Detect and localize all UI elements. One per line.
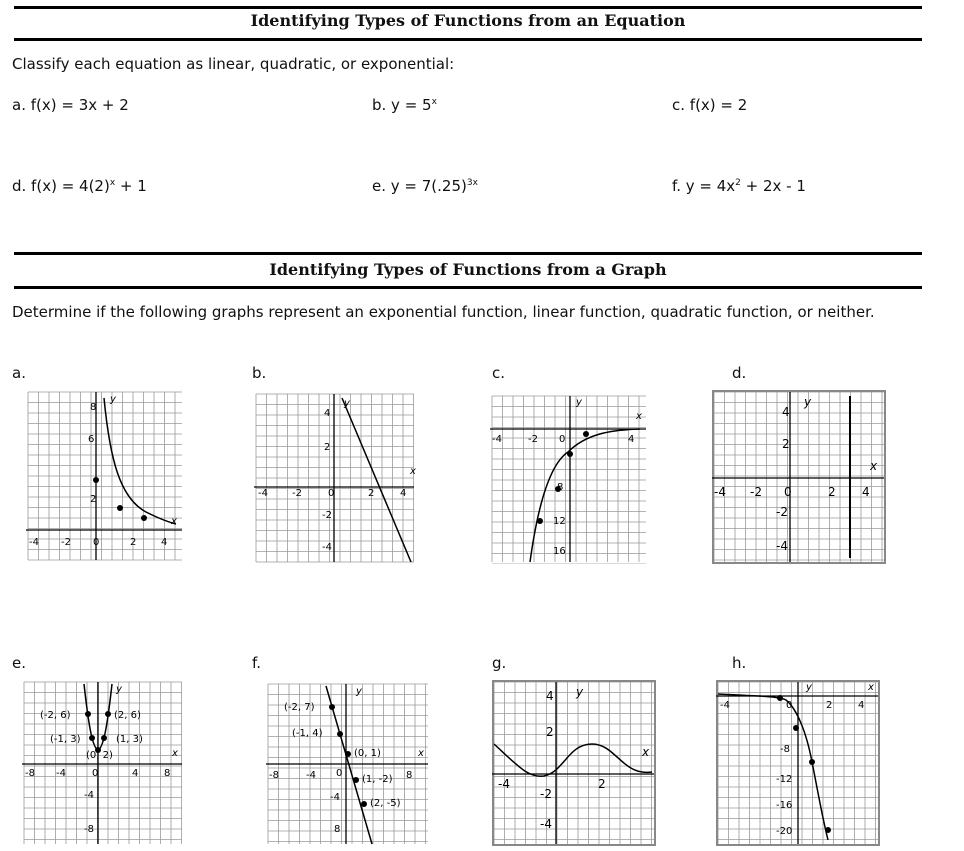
- tick-label: 16: [553, 546, 566, 557]
- tick-label: 2: [826, 700, 833, 711]
- tick-label: -4: [498, 777, 510, 791]
- tick-label: -2: [528, 434, 538, 445]
- point-label: (-2, 6): [40, 710, 71, 721]
- tick-label: 4: [161, 537, 168, 548]
- graph-a: [26, 390, 184, 562]
- tick-label: 2: [782, 437, 790, 451]
- section2-instruction: Determine if the following graphs represent an exponential function, linear function, quadratic function, or neither.: [12, 303, 875, 321]
- tick-label: 2: [324, 442, 331, 453]
- grid-lines: [494, 682, 654, 844]
- graph-label-c: c.: [492, 364, 506, 382]
- tick-label: -8: [25, 768, 35, 779]
- y-axis-label: y: [356, 686, 362, 697]
- x-axis-label: x: [171, 516, 177, 527]
- tick-label: -4: [306, 770, 316, 781]
- graph-c: [490, 394, 648, 564]
- x-axis-label: x: [868, 682, 874, 693]
- tick-label: 2: [598, 777, 606, 791]
- y-axis-label: y: [806, 682, 812, 693]
- tick-label: 0: [92, 768, 99, 779]
- tick-label: 8: [334, 824, 341, 835]
- point-label: (1, 3): [116, 734, 143, 745]
- point-label: (-2, 7): [284, 702, 315, 713]
- y-axis-label: y: [344, 398, 350, 409]
- graph-h-curve: [718, 694, 828, 840]
- graph-label-e: e.: [12, 654, 26, 672]
- section1-title: Identifying Types of Functions from an Equation: [250, 11, 686, 30]
- section1-rule: [14, 38, 922, 41]
- tick-label: -4: [258, 488, 268, 499]
- graph-label-h: h.: [732, 654, 747, 672]
- point-label: (0, 2): [86, 750, 113, 761]
- tick-label: 2: [90, 494, 97, 505]
- tick-label: 4: [862, 485, 870, 499]
- tick-label: 2: [130, 537, 137, 548]
- grid-lines: [256, 394, 414, 562]
- graph-f: [266, 682, 430, 846]
- tick-label: 8: [164, 768, 171, 779]
- graph-label-g: g.: [492, 654, 507, 672]
- tick-label: 2: [546, 725, 554, 739]
- equation-d: d. $f(x) = 4(2)^x + 1$: [12, 177, 147, 195]
- point-label: (-1, 4): [292, 728, 323, 739]
- graph-e: [22, 680, 184, 846]
- tick-label: -2: [750, 485, 762, 499]
- grid-lines: [714, 392, 884, 562]
- tick-label: -4: [540, 817, 552, 831]
- y-axis-label: y: [110, 394, 116, 405]
- tick-label: 4: [858, 700, 865, 711]
- point-label: (2, 6): [114, 710, 141, 721]
- equation-f: f. $y = 4x^2 + 2x - 1$: [672, 177, 806, 195]
- tick-label: -4: [720, 700, 730, 711]
- section2-rule: [14, 286, 922, 289]
- tick-label: 4: [324, 408, 331, 419]
- tick-label: 2: [368, 488, 375, 499]
- x-axis-label: x: [410, 466, 416, 477]
- tick-label: -4: [714, 485, 726, 499]
- top-rule: [14, 6, 922, 9]
- x-axis-label: x: [870, 459, 878, 473]
- tick-label: -4: [29, 537, 39, 548]
- tick-label: -8: [84, 824, 94, 835]
- point-label: (2, -5): [370, 798, 401, 809]
- tick-label: -2: [61, 537, 71, 548]
- graph-h: [716, 680, 880, 846]
- graph-b-line: [342, 398, 411, 562]
- tick-label: 4: [782, 405, 790, 419]
- tick-label: -16: [776, 800, 793, 811]
- tick-label: 0: [559, 434, 566, 445]
- tick-label: -8: [269, 770, 279, 781]
- tick-label: -4: [330, 792, 340, 803]
- grid-lines: [492, 396, 646, 564]
- graph-g-wave: [494, 744, 652, 776]
- tick-label: 0: [328, 488, 335, 499]
- point-label: (1, -2): [362, 774, 393, 785]
- y-axis-label: y: [576, 685, 584, 699]
- equation-c: c. f(x) = 2: [672, 96, 748, 114]
- y-axis-label: y: [804, 395, 812, 409]
- tick-label: 0: [784, 485, 792, 499]
- y-axis-label: y: [576, 397, 582, 408]
- equation-b: b. $y = 5^x$: [372, 96, 437, 114]
- tick-label: -2: [292, 488, 302, 499]
- tick-label: 2: [828, 485, 836, 499]
- section2-title: Identifying Types of Functions from a Graph: [269, 260, 667, 279]
- tick-label: 6: [88, 434, 95, 445]
- graph-label-d: d.: [732, 364, 747, 382]
- tick-label: -2: [540, 787, 552, 801]
- tick-label: -4: [84, 790, 94, 801]
- tick-label: 4: [628, 434, 635, 445]
- grid-lines: [28, 392, 182, 560]
- graph-label-f: f.: [252, 654, 261, 672]
- tick-label: 4: [546, 689, 554, 703]
- graph-b: [254, 392, 416, 564]
- point-label: (0, 1): [354, 748, 381, 759]
- section1-instruction: Classify each equation as linear, quadratic, or exponential:: [12, 55, 455, 73]
- x-axis-label: x: [642, 745, 650, 759]
- tick-label: -4: [322, 542, 332, 553]
- tick-label: 4: [132, 768, 139, 779]
- tick-label: -4: [56, 768, 66, 779]
- y-axis-label: y: [116, 684, 122, 695]
- tick-label: -4: [492, 434, 502, 445]
- tick-label: -12: [776, 774, 793, 785]
- grid-lines: [24, 682, 182, 844]
- point-label: (-1, 3): [50, 734, 81, 745]
- tick-label: 0: [93, 537, 100, 548]
- tick-label: 8: [90, 402, 97, 413]
- graph-label-a: a.: [12, 364, 26, 382]
- graph-a-curve: [104, 398, 176, 524]
- x-axis-label: x: [418, 748, 424, 759]
- graph-c-curve: [530, 429, 640, 562]
- tick-label: 8: [406, 770, 413, 781]
- tick-label: 8: [557, 482, 564, 493]
- tick-label: -4: [776, 539, 788, 553]
- tick-label: -2: [322, 510, 332, 521]
- graph-a-grid: [28, 392, 182, 560]
- section2-top-rule: [14, 252, 922, 255]
- graph-label-b: b.: [252, 364, 267, 382]
- tick-label: -8: [780, 744, 790, 755]
- graph-g: [492, 680, 656, 846]
- tick-label: 0: [336, 768, 343, 779]
- tick-label: 12: [553, 516, 566, 527]
- tick-label: -20: [776, 826, 793, 837]
- graph-d: [712, 390, 886, 564]
- equation-e: e. $y = 7(.25)^{3x}$: [372, 177, 478, 195]
- tick-label: -2: [776, 505, 788, 519]
- tick-label: 0: [786, 700, 793, 711]
- equation-a: a. f(x) = 3x + 2: [12, 96, 129, 114]
- tick-label: 4: [400, 488, 407, 499]
- x-axis-label: x: [636, 411, 642, 422]
- x-axis-label: x: [172, 748, 178, 759]
